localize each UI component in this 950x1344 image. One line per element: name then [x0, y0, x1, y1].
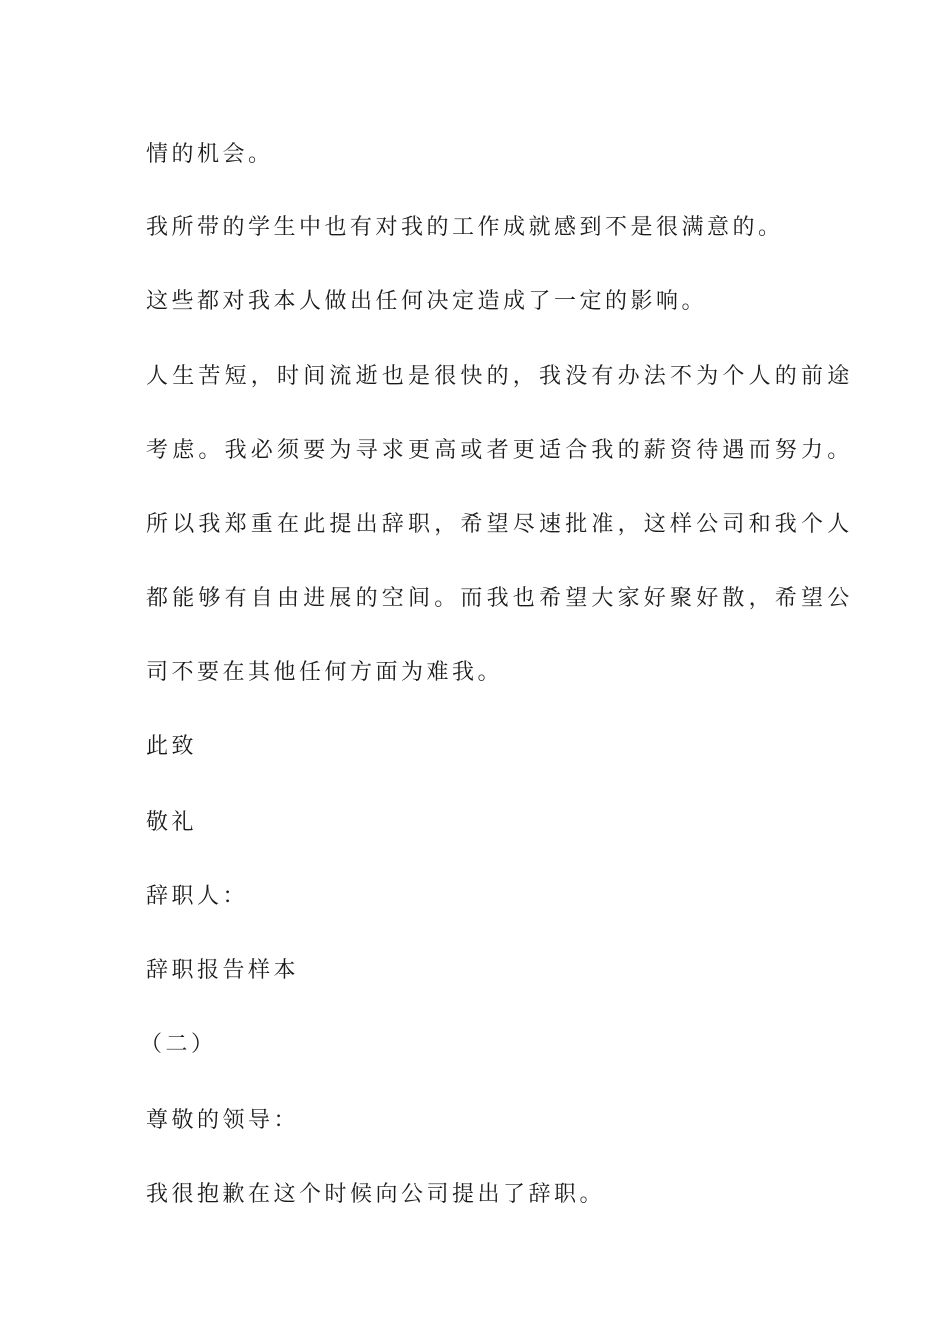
- section-number: （二）: [140, 1032, 217, 1057]
- paragraph-line: 司不要在其他任何方面为难我。: [146, 660, 504, 685]
- signature-label: 辞职人：: [146, 884, 249, 909]
- paragraph-line: 情的机会。: [146, 142, 274, 167]
- paragraph-line: 这些都对我本人做出任何决定造成了一定的影响。: [146, 289, 708, 314]
- paragraph-line: 考虑。我必须要为寻求更高或者更适合我的薪资待遇而努力。: [146, 438, 854, 463]
- paragraph-line: 都能够有自由进展的空间。而我也希望大家好聚好散，希望公: [146, 586, 854, 611]
- paragraph-line: 人生苦短，时间流逝也是很快的，我没有办法不为个人的前途: [146, 364, 854, 389]
- paragraph-line: 我所带的学生中也有对我的工作成就感到不是很满意的。: [146, 215, 784, 240]
- paragraph-line: 所以我郑重在此提出辞职，希望尽速批准，这样公司和我个人: [146, 512, 854, 537]
- paragraph-line: 我很抱歉在这个时候向公司提出了辞职。: [146, 1182, 606, 1207]
- section-title: 辞职报告样本: [146, 958, 300, 983]
- closing-line: 此致: [146, 734, 198, 759]
- closing-salutation: 敬礼: [146, 810, 198, 835]
- greeting-line: 尊敬的领导：: [146, 1108, 300, 1133]
